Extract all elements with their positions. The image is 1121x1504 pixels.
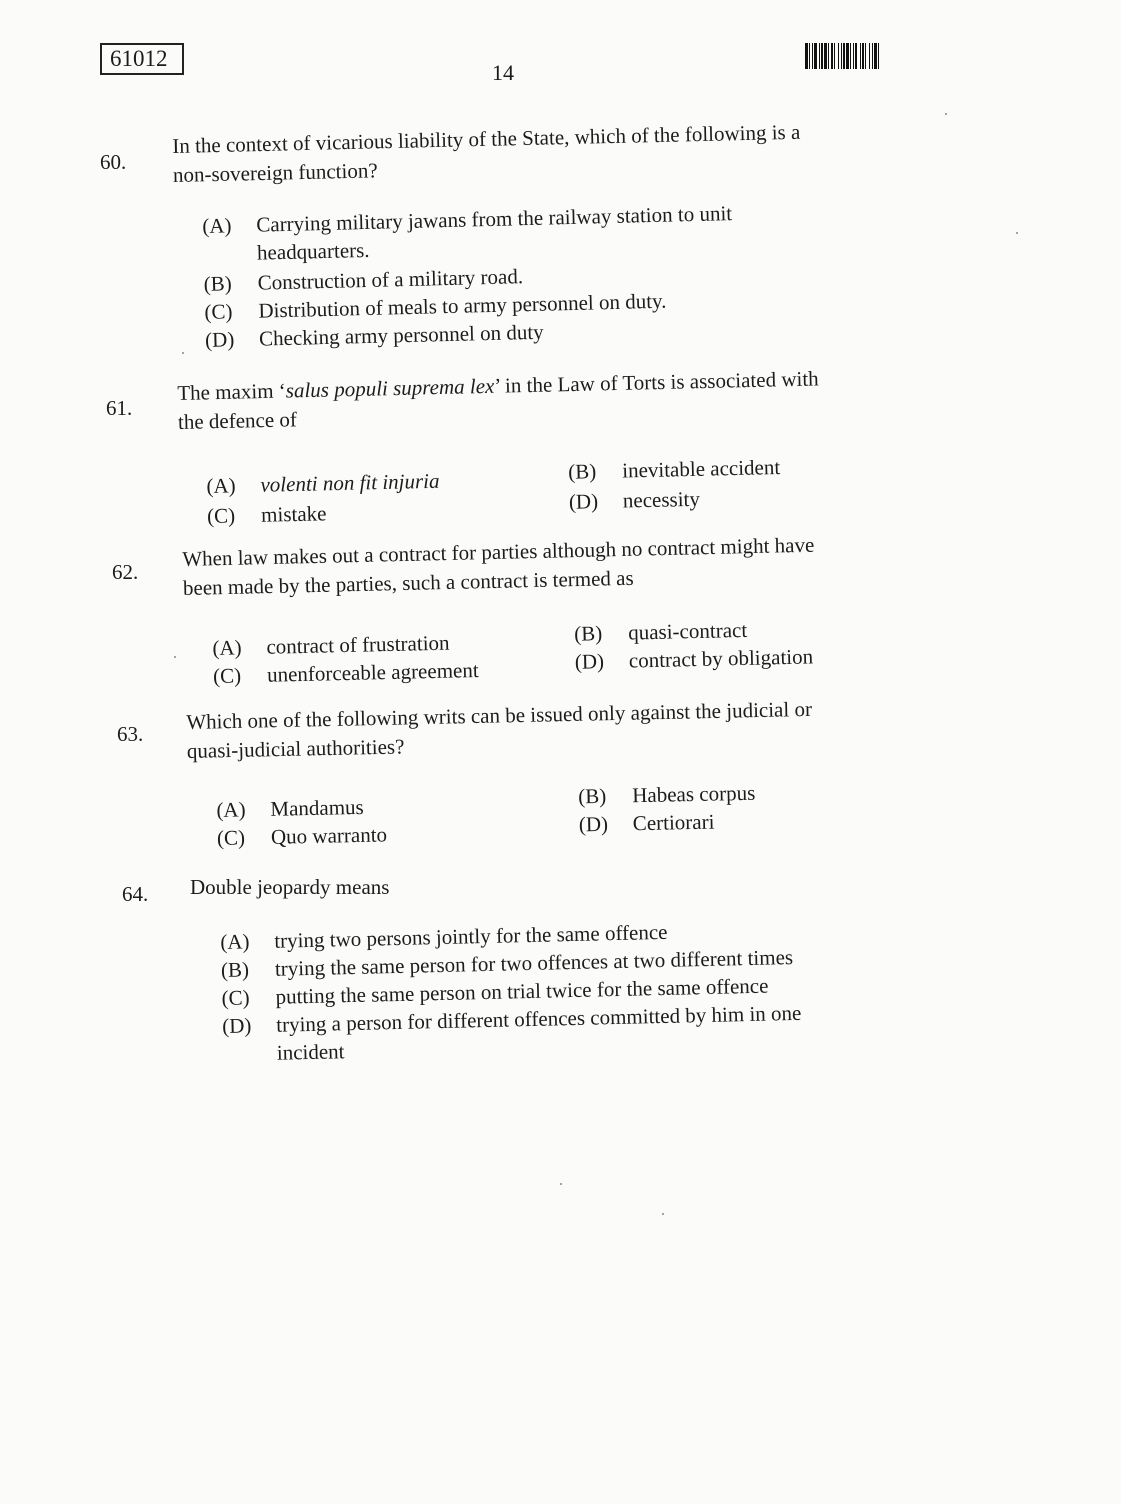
option-label: (A)	[202, 213, 232, 238]
option-text: Mandamus	[270, 794, 364, 821]
question-number: 61.	[106, 396, 133, 420]
barcode-icon	[805, 43, 960, 69]
question-line: The maxim ‘salus populi suprema lex’ in the Law of Torts is associated with	[177, 366, 819, 405]
option-label: (B)	[567, 459, 597, 484]
option-text: contract by obligation	[628, 644, 814, 673]
option-text: trying two persons jointly for the same offence	[274, 919, 668, 953]
option-label: (D)	[568, 489, 599, 514]
question-line: been made by the parties, such a contract is termed as	[182, 565, 634, 600]
question-text	[190, 873, 950, 902]
option-b	[574, 616, 748, 648]
option-text: Checking army personnel on duty	[258, 319, 544, 351]
option-text: putting the same person on trial twice for the same offence	[275, 973, 769, 1009]
option-label: (C)	[221, 985, 250, 1010]
option-d	[569, 485, 701, 516]
option-c	[213, 656, 479, 690]
option-c	[217, 820, 388, 852]
option-label: (D)	[574, 649, 605, 674]
option-label: (A)	[220, 929, 250, 954]
option-text: Certiorari	[632, 809, 715, 836]
option-d	[575, 642, 814, 675]
option-label: (C)	[212, 663, 242, 688]
option-label: (A)	[216, 797, 246, 822]
option-list	[202, 197, 822, 352]
option-text: Habeas corpus	[631, 780, 756, 808]
option-label: (C)	[204, 299, 233, 324]
question-number: 60.	[100, 150, 127, 174]
option-a	[202, 199, 733, 268]
option-a	[216, 793, 364, 824]
paper-code: 61012	[110, 46, 168, 71]
option-b	[578, 779, 756, 811]
option-label: (D)	[221, 1013, 252, 1038]
question-text	[177, 362, 938, 437]
page-number: 14	[492, 60, 514, 85]
scan-speck	[1016, 232, 1018, 234]
option-grid	[212, 614, 832, 688]
scan-speck	[182, 352, 184, 354]
option-text: Construction of a military road.	[257, 264, 524, 295]
option-text: Distribution of meals to army personnel on duty.	[258, 288, 667, 323]
option-label: (D)	[204, 327, 235, 352]
scan-speck	[662, 1213, 664, 1215]
option-text: inevitable accident	[621, 454, 781, 483]
option-text: Carrying military jawans from the railway station to unit	[256, 201, 733, 237]
option-text: quasi-contract	[627, 617, 748, 645]
latin-maxim: salus populi suprema lex	[285, 373, 495, 403]
question-line: the defence of	[177, 407, 298, 434]
scan-speck	[174, 656, 176, 658]
scan-speck	[945, 113, 947, 115]
option-label: (A)	[206, 473, 236, 498]
option-text: trying a person for different offences committed by him in one	[275, 1000, 802, 1037]
option-grid	[216, 777, 836, 850]
paper-code-box	[100, 43, 184, 75]
option-label: (B)	[203, 271, 233, 296]
question-line: Which one of the following writs can be issued only against the judicial or	[186, 696, 813, 734]
option-label: (B)	[577, 783, 607, 809]
option-text: mistake	[260, 501, 327, 527]
option-label: (D)	[578, 811, 609, 837]
option-label: (B)	[220, 957, 250, 982]
option-d	[222, 999, 802, 1068]
option-d	[579, 808, 715, 839]
question-line: non-sovereign function?	[172, 158, 378, 187]
option-text: necessity	[622, 486, 701, 513]
option-a	[206, 467, 440, 500]
barcode-bar	[879, 43, 881, 69]
option-grid	[206, 452, 826, 528]
question-line: Double jeopardy means	[190, 875, 390, 899]
option-c	[207, 499, 327, 530]
question-number: 64.	[122, 882, 149, 906]
question-line: quasi-judicial authorities?	[186, 734, 405, 763]
scan-speck	[560, 1183, 562, 1185]
question-text	[186, 692, 947, 766]
option-text-continued: incident	[276, 1039, 345, 1065]
option-text: unenforceable agreement	[266, 657, 479, 687]
option-text: trying the same person for two offences at two different times	[274, 945, 794, 981]
question-text	[182, 528, 943, 603]
option-label: (C)	[216, 825, 246, 850]
question-line: In the context of vicarious liability of the State, which of the following is a	[172, 119, 801, 158]
option-list	[220, 912, 940, 1065]
question-text	[172, 115, 933, 190]
option-text: contract of frustration	[266, 630, 450, 659]
question-number: 63.	[117, 722, 144, 746]
option-text: Quo warranto	[270, 822, 388, 849]
option-label: (C)	[206, 503, 236, 528]
option-label: (B)	[573, 621, 603, 646]
option-b	[568, 453, 781, 486]
option-text: volenti non fit injuria	[260, 468, 440, 497]
option-text-continued: headquarters.	[256, 237, 370, 265]
question-line: When law makes out a contract for parties although no contract might have	[182, 532, 815, 571]
option-label: (A)	[212, 635, 242, 660]
question-number: 62.	[112, 560, 139, 584]
